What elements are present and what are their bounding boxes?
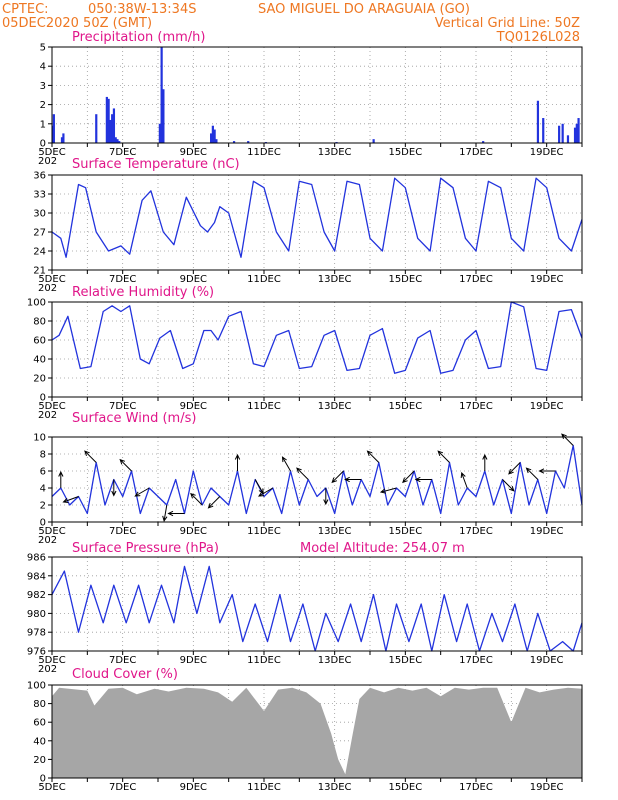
cloud-cover-area (52, 688, 582, 778)
precipitation-xtick-label: 19DEC (529, 147, 564, 158)
pressure-ytick-label: 978 (26, 627, 46, 639)
temperature-ytick-label: 33 (33, 189, 46, 201)
wind-ytick-label: 2 (39, 500, 46, 512)
humidity-ytick-label: 60 (33, 335, 46, 347)
pressure-xtick-label: 17DEC (459, 655, 493, 666)
pressure-ytick-label: 986 (26, 552, 46, 564)
humidity-xtick-label: 19DEC (529, 401, 564, 412)
temperature-xtick-label: 13DEC (317, 274, 352, 285)
precipitation-xtick-label: 11DEC (247, 147, 281, 158)
temperature-xtick-label: 7DEC (108, 274, 137, 285)
pressure-year-label: 202 (38, 664, 58, 675)
precipitation-bar (62, 133, 64, 143)
humidity-xtick-label: 13DEC (317, 401, 352, 412)
cloud-cover-ytick-label: 100 (26, 680, 46, 692)
pressure-ytick-label: 984 (26, 571, 46, 583)
precipitation-bar (95, 114, 97, 143)
wind-xtick-label: 17DEC (459, 526, 493, 537)
header-grid-note: Vertical Grid Line: 50Z (434, 16, 580, 31)
wind-ytick-label: 6 (39, 466, 46, 478)
cloud-cover-title: Cloud Cover (%) (72, 667, 178, 682)
humidity-ytick-label: 0 (39, 392, 46, 404)
cloud-cover-xtick-label: 17DEC (459, 782, 493, 793)
humidity-xtick-label: 9DEC (179, 401, 208, 412)
cloud-cover-xtick-label: 5DEC (38, 782, 66, 793)
humidity-ytick-label: 100 (26, 297, 46, 309)
cloud-cover-ytick-label: 60 (33, 717, 46, 729)
wind-title: Surface Wind (m/s) (72, 411, 197, 426)
cloud-cover-xtick-label: 15DEC (388, 782, 423, 793)
precipitation-xtick-label: 9DEC (179, 147, 208, 158)
temperature-xtick-label: 5DEC (38, 274, 66, 285)
temperature-xtick-label: 17DEC (459, 274, 493, 285)
pressure-ytick-label: 976 (26, 646, 46, 658)
wind-xtick-label: 15DEC (388, 526, 423, 537)
humidity-xtick-label: 15DEC (388, 401, 423, 412)
wind-ytick-label: 8 (39, 449, 46, 461)
precipitation-ytick-label: 5 (39, 42, 46, 54)
header-run-time: 05DEC2020 50Z (GMT) (2, 16, 153, 31)
precipitation-bar (53, 114, 55, 143)
precipitation-ytick-label: 0 (39, 138, 46, 150)
humidity-year-label: 202 (38, 410, 58, 421)
header-model-id: TQ0126L028 (496, 30, 580, 45)
header-location: SAO MIGUEL DO ARAGUAIA (GO) (258, 2, 470, 17)
temperature-ytick-label: 36 (33, 170, 46, 182)
temperature-xtick-label: 11DEC (247, 274, 281, 285)
cloud-cover-xtick-label: 9DEC (179, 782, 208, 793)
pressure-title: Surface Pressure (hPa) (72, 541, 219, 556)
wind-xtick-label: 11DEC (247, 526, 281, 537)
humidity-ytick-label: 40 (33, 354, 46, 366)
cloud-cover-xtick-label: 19DEC (529, 782, 564, 793)
temperature-ytick-label: 21 (33, 265, 46, 277)
precipitation-bar (537, 101, 539, 143)
precipitation-xtick-label: 5DEC (38, 147, 66, 158)
wind-year-label: 202 (38, 535, 58, 546)
wind-ytick-label: 0 (39, 517, 46, 529)
humidity-ytick-label: 80 (33, 316, 46, 328)
precipitation-xtick-label: 7DEC (108, 147, 137, 158)
temperature-ytick-label: 24 (33, 246, 46, 258)
precipitation-xtick-label: 17DEC (459, 147, 493, 158)
humidity-title: Relative Humidity (%) (72, 285, 215, 300)
pressure-ytick-label: 980 (26, 608, 46, 620)
precipitation-bar (162, 89, 164, 143)
temperature-ytick-label: 27 (33, 227, 46, 239)
precipitation-bar (562, 124, 564, 143)
cloud-cover-xtick-label: 7DEC (108, 782, 137, 793)
cloud-cover-ytick-label: 20 (33, 754, 46, 766)
precipitation-ytick-label: 4 (39, 61, 46, 73)
wind-xtick-label: 13DEC (317, 526, 352, 537)
temperature-xtick-label: 9DEC (179, 274, 208, 285)
precipitation-bar (542, 118, 544, 143)
humidity-xtick-label: 11DEC (247, 401, 281, 412)
wind-ytick-label: 10 (33, 432, 46, 444)
pressure-xtick-label: 5DEC (38, 655, 66, 666)
precipitation-ytick-label: 2 (39, 100, 46, 112)
precipitation-bar (577, 118, 579, 143)
header-coordinates: 050:38W-13:34S (88, 2, 197, 17)
temperature-ytick-label: 30 (33, 208, 46, 220)
pressure-xtick-label: 11DEC (247, 655, 281, 666)
humidity-xtick-label: 5DEC (38, 401, 66, 412)
temperature-title: Surface Temperature (nC) (72, 157, 240, 172)
humidity-xtick-label: 17DEC (459, 401, 493, 412)
precipitation-year-label: 202 (38, 156, 58, 167)
pressure-annotation: Model Altitude: 254.07 m (300, 541, 465, 556)
humidity-xtick-label: 7DEC (108, 401, 137, 412)
temperature-year-label: 202 (38, 283, 58, 294)
precipitation-bar (215, 139, 217, 143)
pressure-xtick-label: 9DEC (179, 655, 208, 666)
header-source: CPTEC: (2, 2, 49, 17)
cloud-cover-xtick-label: 13DEC (317, 782, 352, 793)
cloud-cover-ytick-label: 40 (33, 736, 46, 748)
precipitation-ytick-label: 1 (39, 119, 46, 131)
wind-xtick-label: 19DEC (529, 526, 564, 537)
temperature-xtick-label: 19DEC (529, 274, 564, 285)
wind-xtick-label: 7DEC (108, 526, 137, 537)
precipitation-xtick-label: 13DEC (317, 147, 352, 158)
precipitation-title: Precipitation (mm/h) (72, 30, 206, 45)
pressure-xtick-label: 13DEC (317, 655, 352, 666)
cloud-cover-xtick-label: 11DEC (247, 782, 281, 793)
wind-xtick-label: 9DEC (179, 526, 208, 537)
precipitation-bar (373, 139, 375, 143)
pressure-xtick-label: 7DEC (108, 655, 137, 666)
wind-ytick-label: 4 (39, 483, 46, 495)
temperature-xtick-label: 15DEC (388, 274, 423, 285)
pressure-xtick-label: 15DEC (388, 655, 423, 666)
precipitation-ytick-label: 3 (39, 80, 46, 92)
pressure-ytick-label: 982 (26, 590, 46, 602)
precipitation-bar (567, 135, 569, 143)
cloud-cover-ytick-label: 80 (33, 699, 46, 711)
wind-xtick-label: 5DEC (38, 526, 66, 537)
humidity-ytick-label: 20 (33, 373, 46, 385)
precipitation-bar (558, 126, 560, 143)
precipitation-xtick-label: 15DEC (388, 147, 423, 158)
pressure-xtick-label: 19DEC (529, 655, 564, 666)
cloud-cover-ytick-label: 0 (39, 773, 46, 785)
